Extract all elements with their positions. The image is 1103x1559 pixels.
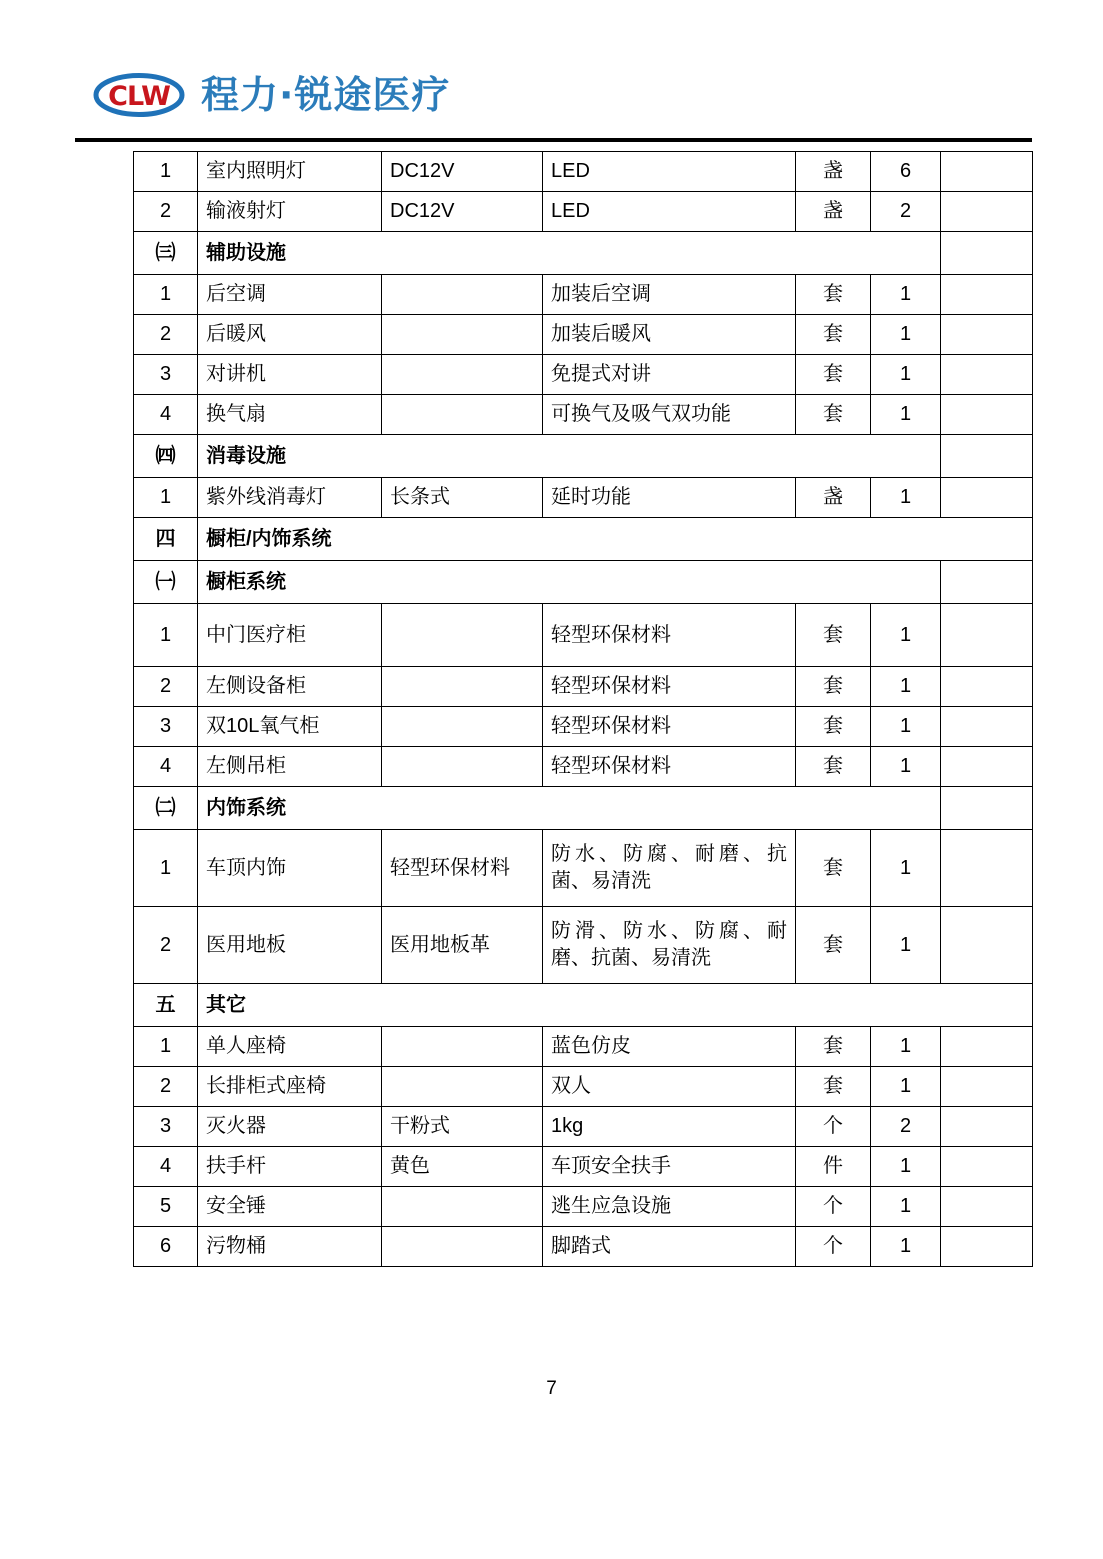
cell-spec: DC12V (382, 192, 543, 232)
cell-no: 3 (134, 707, 198, 747)
cell-desc: LED (543, 192, 796, 232)
cell-remark (941, 1147, 1033, 1187)
section-header-row (134, 518, 1033, 561)
cell-name: 污物桶 (198, 1227, 382, 1267)
cell-spec (382, 707, 543, 747)
cell-qty: 1 (871, 478, 941, 518)
cell-qty: 1 (871, 355, 941, 395)
cell-spec (382, 275, 543, 315)
cell-remark (941, 707, 1033, 747)
cell-section-label: 橱柜系统 (198, 561, 941, 604)
page-footer (0, 1378, 1103, 1400)
cell-remark (941, 1187, 1033, 1227)
cell-unit: 套 (796, 395, 871, 435)
table-row (134, 707, 1033, 747)
table-row (134, 1107, 1033, 1147)
cell-qty: 1 (871, 1147, 941, 1187)
cell-desc: 轻型环保材料 (543, 707, 796, 747)
page-header (75, 60, 1032, 145)
cell-qty: 1 (871, 707, 941, 747)
cell-qty: 1 (871, 747, 941, 787)
table-row (134, 747, 1033, 787)
cell-no: 3 (134, 355, 198, 395)
cell-name: 紫外线消毒灯 (198, 478, 382, 518)
cell-remark (941, 747, 1033, 787)
cell-name: 后空调 (198, 275, 382, 315)
cell-unit: 盏 (796, 478, 871, 518)
cell-unit: 个 (796, 1107, 871, 1147)
cell-qty: 2 (871, 192, 941, 232)
table-row (134, 355, 1033, 395)
cell-remark (941, 395, 1033, 435)
cell-desc: 脚踏式 (543, 1227, 796, 1267)
table-row (134, 1067, 1033, 1107)
cell-unit: 个 (796, 1227, 871, 1267)
cell-spec: 长条式 (382, 478, 543, 518)
cell-section-no: ㈢ (134, 232, 198, 275)
specification-table-wrapper (133, 151, 1032, 1267)
cell-spec (382, 667, 543, 707)
cell-desc: 蓝色仿皮 (543, 1027, 796, 1067)
cell-remark (941, 435, 1033, 478)
cell-name: 中门医疗柜 (198, 604, 382, 667)
cell-no: 1 (134, 830, 198, 907)
cell-name: 单人座椅 (198, 1027, 382, 1067)
cell-section-label: 内饰系统 (198, 787, 941, 830)
cell-desc: LED (543, 152, 796, 192)
cell-qty: 1 (871, 275, 941, 315)
cell-qty: 1 (871, 604, 941, 667)
cell-desc: 1kg (543, 1107, 796, 1147)
section-header-row (134, 984, 1033, 1027)
cell-desc: 防水、防腐、耐磨、抗菌、易清洗 (543, 830, 796, 907)
cell-remark (941, 1107, 1033, 1147)
section-header-row (134, 787, 1033, 830)
cell-name: 输液射灯 (198, 192, 382, 232)
cell-no: 4 (134, 395, 198, 435)
table-row (134, 907, 1033, 984)
cell-name: 安全锤 (198, 1187, 382, 1227)
cell-name: 车顶内饰 (198, 830, 382, 907)
cell-no: 2 (134, 315, 198, 355)
company-name: 程力·锐途医疗 (201, 73, 451, 117)
cell-unit: 套 (796, 667, 871, 707)
cell-unit: 套 (796, 604, 871, 667)
cell-desc: 双人 (543, 1067, 796, 1107)
svg-text:CLW: CLW (108, 81, 170, 112)
cell-spec: 黄色 (382, 1147, 543, 1187)
cell-unit: 个 (796, 1187, 871, 1227)
cell-remark (941, 1227, 1033, 1267)
cell-qty: 1 (871, 667, 941, 707)
cell-qty: 1 (871, 1027, 941, 1067)
cell-no: 5 (134, 1187, 198, 1227)
cell-desc: 防滑、防水、防腐、耐磨、抗菌、易清洗 (543, 907, 796, 984)
section-header-row (134, 435, 1033, 478)
cell-section-no: 五 (134, 984, 198, 1027)
cell-desc: 可换气及吸气双功能 (543, 395, 796, 435)
table-row (134, 478, 1033, 518)
cell-spec: 轻型环保材料 (382, 830, 543, 907)
cell-name: 灭火器 (198, 1107, 382, 1147)
cell-no: 4 (134, 747, 198, 787)
table-row (134, 395, 1033, 435)
cell-desc: 轻型环保材料 (543, 747, 796, 787)
cell-name: 医用地板 (198, 907, 382, 984)
cell-section-label: 橱柜/内饰系统 (198, 518, 1033, 561)
cell-name: 对讲机 (198, 355, 382, 395)
company-logo (75, 60, 1032, 130)
cell-remark (941, 192, 1033, 232)
table-row (134, 315, 1033, 355)
cell-spec (382, 1187, 543, 1227)
cell-desc: 车顶安全扶手 (543, 1147, 796, 1187)
cell-name: 室内照明灯 (198, 152, 382, 192)
cell-spec (382, 395, 543, 435)
cell-name: 左侧设备柜 (198, 667, 382, 707)
cell-name: 扶手杆 (198, 1147, 382, 1187)
cell-unit: 盏 (796, 152, 871, 192)
cell-qty: 1 (871, 1067, 941, 1107)
cell-remark (941, 667, 1033, 707)
cell-desc: 逃生应急设施 (543, 1187, 796, 1227)
cell-unit: 套 (796, 747, 871, 787)
cell-spec (382, 1027, 543, 1067)
cell-no: 1 (134, 152, 198, 192)
cell-no: 3 (134, 1107, 198, 1147)
cell-no: 6 (134, 1227, 198, 1267)
section-header-row (134, 232, 1033, 275)
cell-spec (382, 1227, 543, 1267)
cell-remark (941, 604, 1033, 667)
cell-remark (941, 315, 1033, 355)
specification-table-body (134, 152, 1033, 1267)
cell-remark (941, 232, 1033, 275)
cell-no: 1 (134, 275, 198, 315)
specification-table (133, 151, 1033, 1267)
cell-no: 1 (134, 604, 198, 667)
cell-spec: 医用地板革 (382, 907, 543, 984)
cell-unit: 套 (796, 1027, 871, 1067)
cell-section-no: ㈣ (134, 435, 198, 478)
cell-section-no: ㈠ (134, 561, 198, 604)
cell-qty: 2 (871, 1107, 941, 1147)
cell-no: 1 (134, 1027, 198, 1067)
cell-spec: DC12V (382, 152, 543, 192)
cell-desc: 轻型环保材料 (543, 604, 796, 667)
cell-remark (941, 478, 1033, 518)
cell-section-label: 辅助设施 (198, 232, 941, 275)
cell-name: 双10L氧气柜 (198, 707, 382, 747)
cell-spec (382, 747, 543, 787)
cell-no: 4 (134, 1147, 198, 1187)
clw-logo-icon (93, 71, 185, 119)
cell-qty: 1 (871, 315, 941, 355)
cell-unit: 套 (796, 315, 871, 355)
cell-qty: 1 (871, 395, 941, 435)
table-row (134, 1227, 1033, 1267)
cell-spec (382, 1067, 543, 1107)
cell-remark (941, 1027, 1033, 1067)
table-row (134, 192, 1033, 232)
cell-unit: 套 (796, 275, 871, 315)
cell-no: 2 (134, 907, 198, 984)
cell-qty: 1 (871, 830, 941, 907)
cell-desc: 加装后空调 (543, 275, 796, 315)
cell-remark (941, 1067, 1033, 1107)
cell-unit: 件 (796, 1147, 871, 1187)
cell-unit: 套 (796, 830, 871, 907)
cell-qty: 6 (871, 152, 941, 192)
cell-no: 2 (134, 192, 198, 232)
cell-desc: 加装后暖风 (543, 315, 796, 355)
cell-section-label: 其它 (198, 984, 1033, 1027)
cell-name: 长排柜式座椅 (198, 1067, 382, 1107)
table-row (134, 604, 1033, 667)
cell-no: 2 (134, 667, 198, 707)
cell-remark (941, 561, 1033, 604)
cell-section-no: ㈡ (134, 787, 198, 830)
cell-name: 后暖风 (198, 315, 382, 355)
cell-desc: 延时功能 (543, 478, 796, 518)
table-row (134, 1027, 1033, 1067)
section-header-row (134, 561, 1033, 604)
cell-section-no: 四 (134, 518, 198, 561)
cell-spec (382, 315, 543, 355)
cell-unit: 盏 (796, 192, 871, 232)
header-divider (75, 138, 1032, 142)
cell-name: 换气扇 (198, 395, 382, 435)
table-row (134, 152, 1033, 192)
cell-no: 2 (134, 1067, 198, 1107)
cell-remark (941, 787, 1033, 830)
cell-remark (941, 355, 1033, 395)
cell-name: 左侧吊柜 (198, 747, 382, 787)
cell-remark (941, 275, 1033, 315)
cell-qty: 1 (871, 1227, 941, 1267)
cell-remark (941, 830, 1033, 907)
page-number: 7 (546, 1378, 557, 1399)
cell-no: 1 (134, 478, 198, 518)
cell-spec: 干粉式 (382, 1107, 543, 1147)
table-row (134, 1147, 1033, 1187)
cell-remark (941, 152, 1033, 192)
cell-desc: 轻型环保材料 (543, 667, 796, 707)
table-row (134, 667, 1033, 707)
cell-qty: 1 (871, 907, 941, 984)
cell-unit: 套 (796, 1067, 871, 1107)
table-row (134, 275, 1033, 315)
cell-spec (382, 604, 543, 667)
cell-qty: 1 (871, 1187, 941, 1227)
cell-desc: 免提式对讲 (543, 355, 796, 395)
cell-remark (941, 907, 1033, 984)
table-row (134, 1187, 1033, 1227)
table-row (134, 830, 1033, 907)
cell-unit: 套 (796, 707, 871, 747)
cell-spec (382, 355, 543, 395)
cell-unit: 套 (796, 355, 871, 395)
cell-section-label: 消毒设施 (198, 435, 941, 478)
cell-unit: 套 (796, 907, 871, 984)
